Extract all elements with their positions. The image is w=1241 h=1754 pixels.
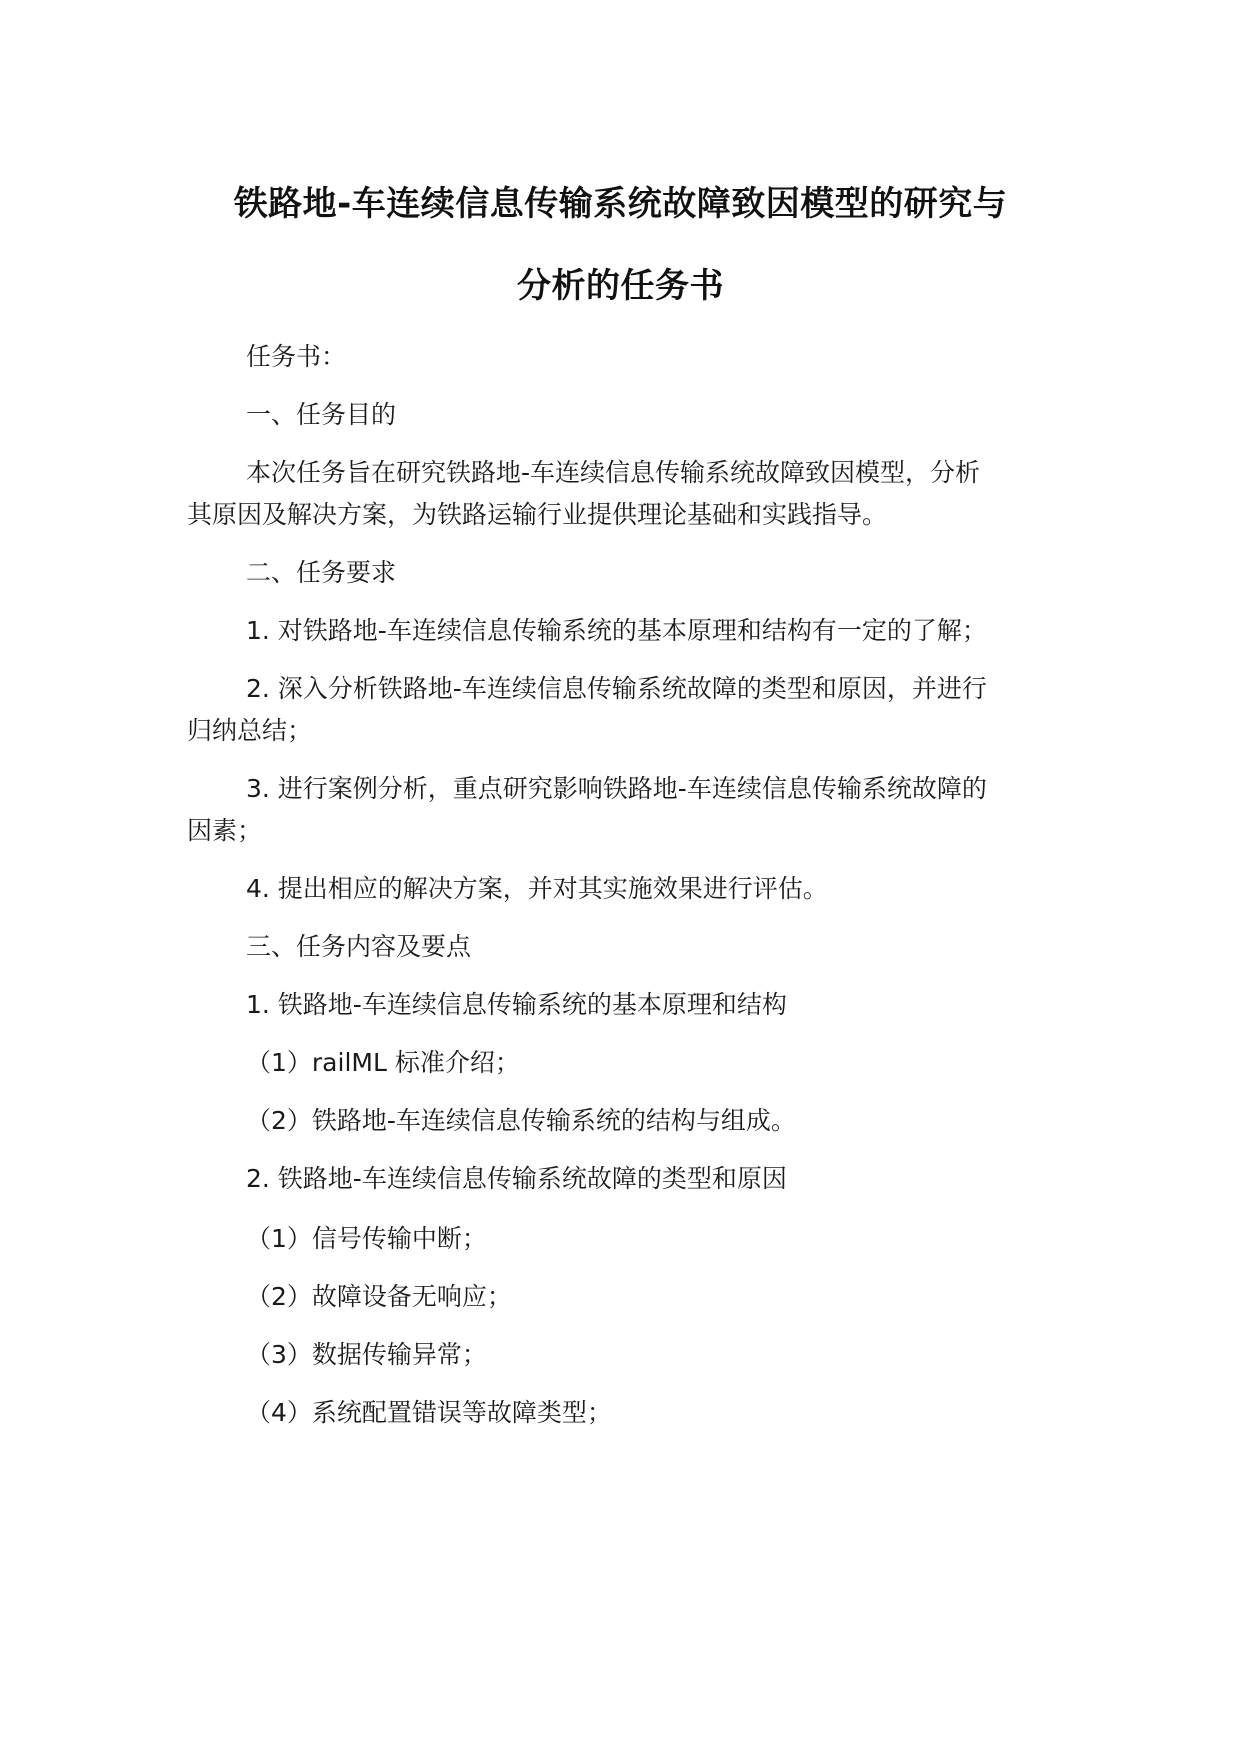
- section-1-paragraph-line-1: 本次任务旨在研究铁路地-车连续信息传输系统故障致因模型，分析: [246, 458, 981, 487]
- task-book-label: 任务书：: [246, 342, 347, 371]
- requirement-2-line-2: 归纳总结；: [187, 716, 313, 745]
- requirement-2-line-1: 2. 深入分析铁路地-车连续信息传输系统故障的类型和原因，并进行: [246, 674, 987, 703]
- section-1-paragraph-line-2: 其原因及解决方案，为铁路运输行业提供理论基础和实践指导。: [187, 500, 888, 529]
- requirement-3-line-2: 因素；: [187, 816, 263, 845]
- content-item-1-sub-2: （2）铁路地-车连续信息传输系统的结构与组成。: [246, 1106, 796, 1135]
- section-1-heading: 一、任务目的: [246, 400, 397, 429]
- content-item-1: 1. 铁路地-车连续信息传输系统的基本原理和结构: [246, 990, 787, 1019]
- content-item-2-sub-2: （2）故障设备无响应；: [246, 1282, 512, 1311]
- section-3-heading: 三、任务内容及要点: [246, 932, 472, 961]
- content-item-2: 2. 铁路地-车连续信息传输系统故障的类型和原因: [246, 1164, 787, 1193]
- requirement-4: 4. 提出相应的解决方案，并对其实施效果进行评估。: [246, 874, 828, 903]
- requirement-3-line-1: 3. 进行案例分析，重点研究影响铁路地-车连续信息传输系统故障的: [246, 774, 987, 803]
- content-item-2-sub-3: （3）数据传输异常；: [246, 1340, 487, 1369]
- content-item-1-sub-1: （1）railML 标准介绍；: [246, 1048, 520, 1077]
- document-title-line-2: 分析的任务书: [517, 266, 724, 306]
- content-item-2-sub-1: （1）信号传输中断；: [246, 1224, 487, 1253]
- content-item-2-sub-4: （4）系统配置错误等故障类型；: [246, 1398, 612, 1427]
- section-2-heading: 二、任务要求: [246, 558, 397, 587]
- document-title-line-1: 铁路地-车连续信息传输系统故障致因模型的研究与: [233, 184, 1008, 224]
- requirement-1: 1. 对铁路地-车连续信息传输系统的基本原理和结构有一定的了解；: [246, 616, 987, 645]
